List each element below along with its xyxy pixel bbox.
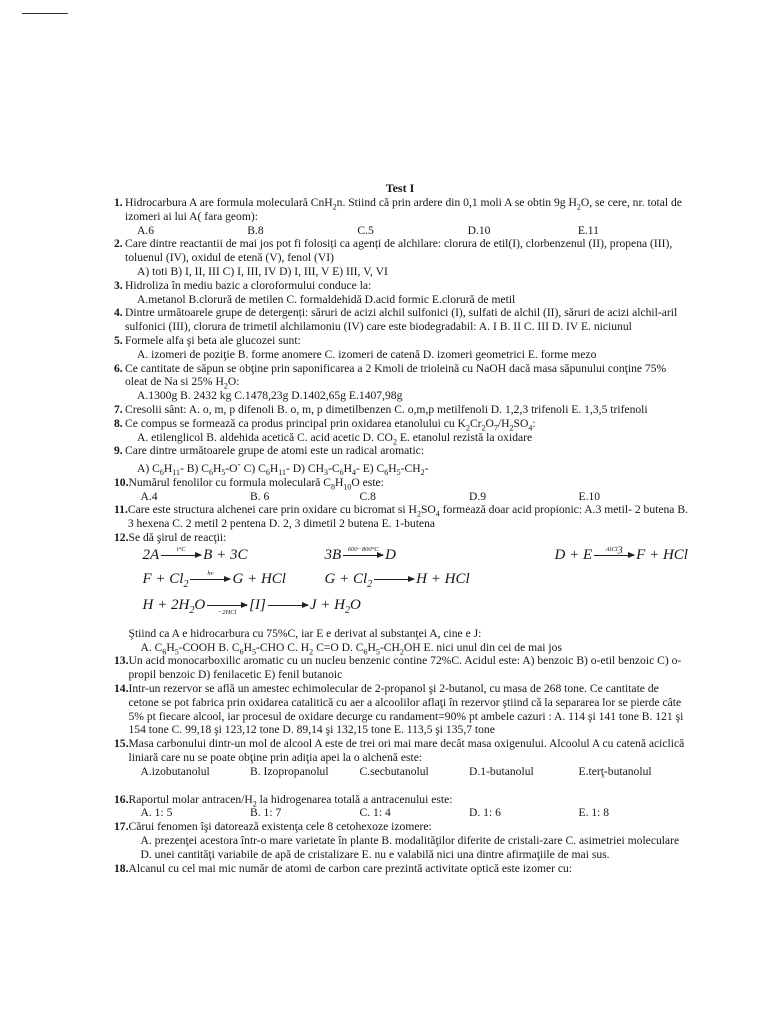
r4-left: $F + Cl_2$ — [142, 570, 189, 590]
questions-list — [114, 196, 688, 875]
r1-right: B + 3C — [203, 546, 248, 563]
answer-option: C.5 — [357, 223, 374, 237]
answer-option: B.8 — [247, 223, 264, 237]
answer-option: C.secbutanolul — [359, 764, 429, 778]
question-7 — [114, 403, 688, 417]
r5-right: H + HCl — [416, 570, 470, 587]
answer-option: B. 6 — [250, 489, 270, 503]
r6-arrow-2 — [268, 605, 308, 606]
question-body — [129, 737, 689, 778]
r3-right: F + HCl — [636, 546, 688, 563]
question-4 — [114, 306, 688, 334]
question-13 — [114, 654, 688, 682]
question-number: 1. — [114, 196, 123, 209]
answer-option: E.terţ-butanolul — [578, 764, 652, 778]
question-body — [125, 334, 688, 362]
question-body — [129, 682, 689, 737]
r5-arrow — [374, 579, 414, 580]
question-15 — [114, 737, 688, 778]
answer-options — [125, 224, 688, 238]
question-body — [125, 403, 688, 417]
question-text: Intr-un rezervor se află un amestec echimolecular de 2-propanol şi 2-butanol, cu masa de 268 tone. Ce cantitate de cetone se pot fabrica prin oxidarea catalitică cu aer a alcoolilor aflaţi în rezervor ştiind că la separarea lor se pierde câte 5% pt fiecare alcool, iar procesul de oxidare decurge cu randament=90% pt ambele cazuri : A. 114 şi 141 tone B. 121 şi 154 tone C. 99,18 şi 123,12 tone D. 89,14 şi 132,15 tone E. 113,5 şi 135,7 tone — [128, 681, 684, 737]
question-2 — [114, 237, 688, 278]
question-text: Se dă şirul de reacţii: — [128, 530, 227, 544]
r3-arrow — [594, 545, 634, 557]
question-number: 16. — [114, 792, 129, 806]
r6-right: $J + H_2O$ — [309, 596, 361, 616]
answer-options: A. prezenţei acestora într-o mare varietate în plante B. modalităţilor diferite de cristali-zare C. asimetriei moleculare D. unei cantităţi variabile de apă de cristalizare E. nu e valabilă nici una dintre afirmaţiile de mai sus. — [140, 833, 680, 861]
r1-arrow-condition: t°C — [176, 545, 186, 553]
question-18 — [114, 862, 688, 876]
answer-option: E.11 — [577, 223, 599, 237]
question-body — [125, 417, 688, 445]
answer-option: A.4 — [140, 489, 158, 503]
answer-options: A. izomeri de poziţie B. forme anomere C. izomeri de catenă D. izomeri geometrici E. forme mezo — [137, 347, 597, 361]
question-text: Care dintre următoarele grupe de atomi este un radical aromatic: — [125, 444, 425, 458]
question-text: Ce cantitate de săpun se obţine prin saponificarea a 2 Kmoli de trioleină cu NaOH dacă masa săpunului conţine 75% oleat de Na si 25% $H_2O$: — [125, 361, 667, 391]
question-6 — [114, 362, 688, 403]
question-number: 18. — [114, 861, 129, 875]
r3-arrow-condition: AlCl$_3$ — [605, 545, 623, 557]
question-text: Hidrocarbura A are formula moleculară CnH$_2$n. Stiind că prin ardere din 0,1 moli A se obtin 9g $H_2O$, se cere, nr. total de izomeri ai lui A( fara geom): — [125, 196, 682, 223]
answer-option: C. 1: 4 — [359, 806, 391, 820]
question-body — [129, 531, 689, 654]
question-number: 10. — [114, 475, 129, 489]
question-number: 5. — [114, 333, 123, 347]
question-number: 15. — [114, 737, 129, 751]
question-text: Raportul molar antracen/$H_2$ la hidrogenarea totală a antracenului este: — [128, 792, 453, 808]
question-number: 4. — [114, 306, 123, 320]
question-14 — [114, 682, 688, 737]
question-body — [125, 196, 688, 237]
question-3 — [114, 279, 688, 307]
question-body — [129, 862, 689, 876]
question-body — [129, 820, 689, 861]
question-number: 6. — [114, 361, 123, 375]
r6-arrow — [207, 605, 247, 616]
question-text: Ce compus se formează ca produs principal prin oxidarea etanolului cu $K_2Cr_2O_7/H_2SO_4$: — [125, 416, 536, 433]
question-16 — [114, 793, 688, 821]
question-number: 11. — [114, 503, 128, 517]
answer-option: C.8 — [359, 489, 376, 503]
question-number: 14. — [114, 681, 129, 695]
question-number: 8. — [114, 416, 123, 430]
question-text: Alcanul cu cel mai mic număr de atomi de carbon care prezintă activitate optică este izomer cu: — [128, 861, 573, 875]
reaction-3 — [554, 545, 688, 563]
question-body — [125, 362, 688, 403]
r6-arrow-condition: −2HCl — [217, 608, 237, 616]
r2-left: 3B — [324, 546, 342, 563]
r3-left: D + E — [554, 546, 593, 563]
question-11 — [114, 503, 688, 531]
answer-options: A) $C_6H_{11}-$ B) $C_6H_5-O^-$ C) $C_6H_{11}-$ D) $CH_3-C_6H_4-$ E) $C_6H_5-CH_2-$ — [137, 459, 429, 478]
question-number: 3. — [114, 278, 123, 292]
r1-arrow — [161, 545, 201, 556]
answer-options — [129, 490, 689, 504]
answer-options — [129, 765, 689, 779]
reaction-6 — [142, 596, 361, 616]
question-9 — [114, 444, 688, 478]
reaction-5 — [324, 570, 470, 590]
r2-arrow-condition: 600−800°C — [347, 545, 379, 553]
reaction-scheme — [129, 545, 689, 627]
r2-arrow — [343, 545, 383, 556]
question-body — [129, 654, 689, 682]
answer-options — [129, 806, 689, 820]
answer-option: E.10 — [578, 489, 601, 503]
answer-option: B. Izopropanolul — [250, 764, 329, 778]
question-5 — [114, 334, 688, 362]
question-body — [125, 306, 688, 334]
answer-options: A. etilenglicol B. aldehida acetică C. acid acetic D. $CO_2$ E. etanolul rezistă la oxidare — [137, 430, 533, 446]
question-text: Numărul fenolilor cu formula moleculară $C_8H_{10}O$ este: — [128, 475, 384, 492]
r6-mid: [I] — [249, 596, 266, 613]
answer-options: A) toti B) I, II, III C) I, III, IV D) I, III, V E) III, V, VI — [137, 264, 388, 278]
test-title: Test I — [385, 181, 415, 195]
question-body — [129, 793, 689, 821]
question-text: Care este structura alchenei care prin oxidare cu bicromat si $H_2SO_4$ formează doar acid propionic: A.3 metil- 2 butena B. 3 hexena C. 2 metil 2 pentena D. 2, 3 dimetil 2 butena E. 1-butena — [127, 503, 688, 531]
reaction-2 — [324, 545, 397, 563]
reaction-1 — [142, 545, 248, 563]
question-text: Hidroliza în mediu bazic a cloroformului conduce la: — [125, 278, 372, 292]
r4-right: G + HCl — [232, 570, 286, 587]
question-number: 2. — [114, 237, 123, 251]
header-dash — [22, 13, 68, 14]
answer-option: D.9 — [469, 489, 487, 503]
question-10 — [114, 476, 688, 504]
r1-left: 2A — [142, 546, 160, 563]
question-text: Masa carbonului dintr-un mol de alcool A este de trei ori mai mare decât masa oxigenului. Alcoolul A cu catenă aciclică liniară care nu se poate obţine prin adiţia apei la o alchenă este: — [128, 737, 685, 764]
answer-option: A. 1: 5 — [140, 806, 173, 820]
question-text: Care dintre reactantii de mai jos pot fi folosiți ca agenți de alchilare: clorura de etil(I), clorbenzenul (II), propena (III), toluenul (IV), oxidul de etenă (V), fenol (VI) — [125, 237, 673, 265]
question-text: Cresolii sânt: A. o, m, p difenoli B. o, m, p dimetilbenzen C. o,m,p metilfenoli D. 1,2,3 trifenoli E. 1,3,5 trifenoli — [125, 402, 648, 416]
question-body — [125, 279, 688, 307]
question-body — [125, 237, 688, 278]
question-text: Dintre următoarele grupe de detergenți: săruri de acizi alchil sulfonici (I), sulfati de alchil (II), săruri de acizi alchil-aril sulfonici (III), clorura de trimetil alchilamoniu (IV) care este biodegradabil: A. I B. II C. III D. IV E. niciunul — [125, 306, 678, 334]
answer-option: D.10 — [467, 223, 491, 237]
answer-option: D. 1: 6 — [469, 806, 501, 820]
answer-option: B. 1: 7 — [250, 806, 282, 820]
question-number: 9. — [114, 444, 123, 458]
question-text: Formele alfa şi beta ale glucozei sunt: — [125, 333, 301, 347]
answer-options: A.metanol B.clorură de metilen C. formaldehidă D.acid formic E.clorură de metil — [137, 292, 516, 306]
question-17 — [114, 820, 688, 861]
r5-left: $G + Cl_2$ — [324, 570, 373, 590]
question-body — [128, 503, 688, 531]
reaction-4 — [142, 569, 286, 590]
question-text: Cărui fenomen îşi datorează existenţa cele 8 cetohexoze izomere: — [128, 820, 432, 834]
question-body — [125, 444, 688, 478]
question-statement: Ştiind ca A e hidrocarbura cu 75%C, iar E e derivat al substanţei A, cine e J: — [128, 626, 482, 640]
question-text: Un acid monocarboxilic aromatic cu un nucleu benzenic contine 72%C. Acidul este: A) benzoic B) o-etil benzoic C) o-propil benzoic D) fenilacetic E) fenil butanoic — [128, 654, 682, 682]
answer-option: E. 1: 8 — [578, 806, 610, 820]
answer-option: A.6 — [137, 223, 155, 237]
r4-arrow-condition: hν — [207, 569, 214, 577]
answer-option: D.1-butanolul — [469, 764, 534, 778]
r4-arrow — [190, 569, 230, 580]
answer-options: A.1300g B. 2432 kg C.1478,23g D.1402,65g E.1407,98g — [137, 389, 403, 403]
r6-left: $H + 2H_2O$ — [142, 596, 206, 616]
answer-options: A. $C_6H_5$-COOH B. $C_6H_5$-CHO C. $H_2$ C=O D. $C_6H_5-CH_2OH$ E. nici unul din cei de mai jos — [140, 640, 562, 656]
question-12 — [114, 531, 688, 654]
r2-right: D — [385, 546, 397, 563]
question-body — [129, 476, 689, 504]
spacer — [114, 779, 688, 793]
question-number: 13. — [114, 654, 129, 668]
question-1 — [114, 196, 688, 237]
answer-option: A.izobutanolul — [140, 764, 210, 778]
question-8 — [114, 417, 688, 445]
question-number: 12. — [114, 530, 129, 544]
question-number: 17. — [114, 820, 129, 834]
question-number: 7. — [114, 402, 123, 416]
